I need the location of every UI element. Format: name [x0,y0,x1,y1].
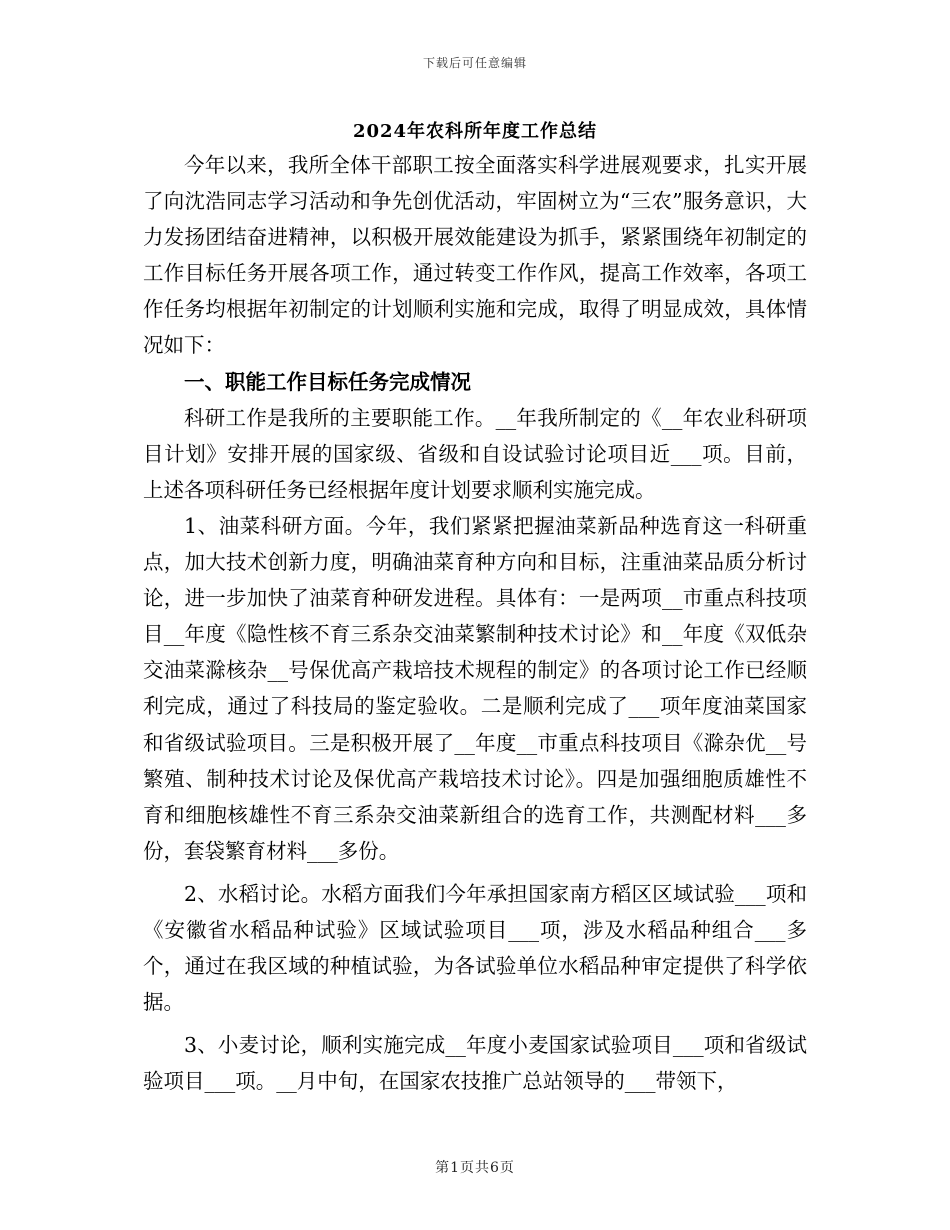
document-body [143,147,807,1099]
header-note: 下载后可任意编辑 [422,56,527,70]
page-indicator: 第1页共6页 [435,1160,515,1176]
section-heading: 一、职能工作目标任务完成情况 [184,369,471,394]
document-title: 2024年农科所年度工作总结 [352,121,598,142]
research-overview-paragraph: 科研工作是我所的主要职能工作。__年我所制定的《__年农业科研项目计划》安排开展的国家级、省级和自设试验讨论项目近___项。目前，上述各项科研任务已经根据年度计划要求顺利实施完成。 [143,405,807,502]
rapeseed-paragraph: 1、油菜科研方面。今年，我们紧紧把握油菜新品种选育这一科研重点，加大技术创新力度，明确油菜育种方向和目标，注重油菜品质分析讨论，进一步加快了油菜育种研发进程。具体有：一是两项__市重点科技项目__年度《隐性核不育三系杂交油菜繁制种技术讨论》和__年度《双低杂交油菜滁核杂__号保优高产栽培技术规程的制定》的各项讨论工作已经顺利完成，通过了科技局的鉴定验收。二是顺利完成了___项年度油菜国家和省级试验项目。三是积极开展了__年度__市重点科技项目《滁杂优__号繁殖、制种技术讨论及保优高产栽培技术讨论》。四是加强细胞质雄性不育和细胞核雄性不育三系杂交油菜新组合的选育工作，共测配材料___多份，套袋繁育材料___多份。 [143,513,807,863]
wheat-paragraph: 3、小麦讨论，顺利实施完成__年度小麦国家试验项目___项和省级试验项目___项。__月中旬，在国家农技推广总站领导的___带领下， [143,1033,807,1094]
intro-paragraph: 今年以来，我所全体干部职工按全面落实科学进展观要求，扎实开展了向沈浩同志学习活动和争先创优活动，牢固树立为“三农”服务意识，大力发扬团结奋进精神，以积极开展效能建设为抓手，紧紧围绕年初制定的工作目标任务开展各项工作，通过转变工作作风，提高工作效率，各项工作任务均根据年初制定的计划顺利实施和完成，取得了明显成效，具体情况如下： [143,153,807,358]
rice-paragraph: 2、水稻讨论。水稻方面我们今年承担国家南方稻区区域试验___项和《安徽省水稻品种试验》区域试验项目___项，涉及水稻品种组合___多个，通过在我区域的种植试验，为各试验单位水稻品种审定提供了科学依据。 [143,881,807,1015]
